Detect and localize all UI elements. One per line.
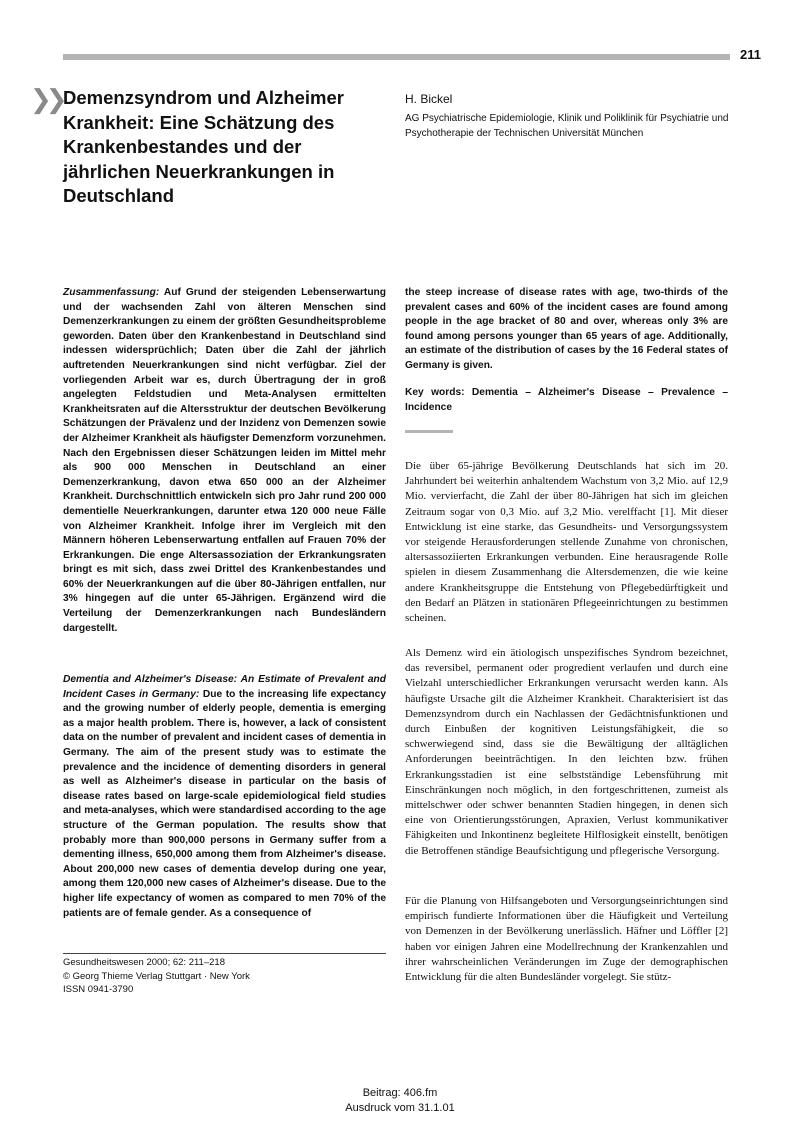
footnote-rule [63,953,386,954]
publication-info [63,956,250,997]
abstract-en-label: Dementia and Alzheimer's Disease: An Estimate of Prevalent and Incident Cases in Germany: [63,674,386,700]
page-number: 211 [740,47,761,62]
section-divider [405,430,453,433]
keywords [405,386,728,415]
beitrag-label: Beitrag: 406.fm [362,1087,438,1099]
print-info [0,1086,800,1116]
affiliation: AG Psychiatrische Epidemiologie, Klinik und Poliklinik für Psychiatrie und Psychotherapie der Technischen Universität München [405,113,729,139]
chevron-marker-icon: ❯❯ [30,84,62,114]
zusammenfassung-label: Zusammenfassung: [63,287,160,298]
body-text-2: Als Demenz wird ein ätiologisch unspezifisches Syndrom bezeichnet, das reversibel, permanent oder progredient verlaufen und durch eine Vielzahl unterschiedlicher Erkrankungen verursacht werden kann. Als häufigste Ursache gilt die Alzheimer Krankheit. Charakterisiert ist das Demenzsyndrom durch ein Nachlassen der Gedächtnisfunktionen und durch Einbußen der kognitiven Leistungsfähigkeit, die so schwerwiegend sind, dass sie die Bewältigung der alltäglichen Anforderungen beeinträchtigen. In den leichten bzw. frühen Erkrankungsstadien ist eine selbstständige Lebensführung mit Einschränkungen noch möglich, in den fortgeschrittenen, zumeist als mittelschwer oder schwer benannten Stadien hingegen, in denen sich eine von Orientierungsstörungen, Apraxien, Verlust kommunikativer Fähigkeiten und Inkontinenz begleitete Hilflosigkeit einstellt, benötigen die Betroffenen ständige Beaufsichtigung und pflegerische Versorgung. [405,647,728,857]
keywords-label: Key words: [405,387,465,398]
article-title: Demenzsyndrom und Alzheimer Krankheit: Eine Schätzung des Krankenbestandes und der jährlichen Neuerkrankungen in Deutschland [63,87,344,206]
publisher: © Georg Thieme Verlag Stuttgart · New York [63,970,250,982]
author: H. Bickel [405,92,453,106]
zusammenfassung-text: Auf Grund der steigenden Lebenserwartung und der wachsenden Zahl von älteren Menschen sind Demenzerkrankungen zu einem der größten Gesundheitsprobleme geworden. Daten über den Krankenbestand in Deutschland sind indessen widersprüchlich; Daten über die Zahl der jährlich auftretenden Neuerkrankungen sind nicht verfügbar. Ziel der vorliegenden Arbeit war es, durch Übertragung der in groß angelegten Feldstudien und Meta-Analysen ermittelten Krankheitsraten auf die Altersstruktur der deutschen Bevölkerung Schätzungen der Prävalenz und der Inzidenz von Demenzen sowie der Alzheimer Krankheit als häufigster Demenzform vorzunehmen. Nach den Ergebnissen dieser Schätzungen leiden im Mittel mehr als 900 000 Menschen in Deutschland an einer Demenzerkrankung, davon etwa 650 000 an der Alzheimer Krankheit. Durchschnittlich entwickeln sich pro Jahr rund 200 000 dementielle Neuerkrankungen, darunter etwa 120 000 neue Fälle von Alzheimer Krankheit. Infolge ihrer im Vergleich mit den Männern höheren Lebenserwartung entfallen auf Frauen 70% der Erkrankungen. Die enge Altersassoziation der Erkrankungsraten bringt es mit sich, dass zwei Drittel des Krankenbestandes und 60% der Neuerkrankungen auf die über 80-Jährigen entfallen, nur 3% hingegen auf die unter 65-Jährigen. Ergänzend wird die Verteilung der Demenzerkrankungen nach Bundesländern dargestellt. [63,287,386,634]
body-paragraph-3 [405,894,728,985]
keywords-text: Dementia – Alzheimer's Disease – Prevalence – Incidence [405,387,728,413]
zusammenfassung [63,286,386,636]
body-text-3: Für die Planung von Hilfsangeboten und Versorgungseinrichtungen sind empirisch fundierte Informationen über die Häufigkeit und Verteilung von Demenzen in der Bevölkerung unerlässlich. Häfner und Löffler [2] haben vor einigen Jahren eine Modellrechnung der Krankenzahlen und ihrer wahrscheinlichen Veränderungen im Zuge der demographischen Entwicklung für die alten Bundesländer vorgelegt. Sie stütz- [405,895,728,984]
abstract-en-continued-text: the steep increase of disease rates with age, two-thirds of the prevalent cases and 60% of the incident cases are found among people in the age bracket of 80 and over, whereas only 3% are found among persons younger than 65 years of age. Additionally, an estimate of the distribution of cases by the 16 Federal states of Germany is given. [405,287,728,371]
abstract-en [63,673,386,921]
ausdruck-label: Ausdruck vom 31.1.01 [345,1102,455,1114]
body-text-1: Die über 65-jährige Bevölkerung Deutschlands hat sich im 20. Jahrhundert bei weiterhin anhaltendem Wachstum von 3,2 Mio. auf 12,9 Mio. vervierfacht, die Zahl der über 80-Jährigen hat sich im gleichen Zeitraum sogar von 0,3 Mio. auf 3,2 Mio. verelffacht [1]. Mit dieser Entwicklung ist eine starke, das Gesundheits- und Versorgungssystem vor steigende Herausforderungen stellende Zunahme von chronischen, altersassoziierten Erkrankungen verbunden. Eine herausragende Rolle spielen in diesem Zusammenhang die Altersdemenzen, die wie keine andere Krankheitsgruppe die Entstehung von Pflegebedürftigkeit und den Bedarf an Plätzen in stationären Pflegeeinrichtungen zu bestimmen scheinen. [405,460,728,625]
abstract-en-continued [405,286,728,374]
body-paragraph-2 [405,646,728,859]
body-paragraph-1 [405,459,728,626]
abstract-en-text: Due to the increasing life expectancy and the growing number of elderly people, dementia is emerging as a major health problem. There is, however, a lack of consistent data on the number of prevalent and incident cases of dementia in Germany. The aim of the present study was to estimate the prevalence and the incidence of dementing disorders in general as well as Alzheimer's disease in particular on the basis of disease rates based on large-scale epidemiological field studies and meta-analyses, which were standardised according to the age structure of the German population. The results show that probably more than 900,000 persons in Germany suffer from a dementing illness, 650,000 among them from Alzheimer's disease. About 200,000 new cases of dementia develop during one year, among them 120,000 new cases of Alzheimer's disease. Due to the higher life expectancy of women as compared to men 70% of the patients are of female gender. As a consequence of [63,688,386,919]
journal-citation: Gesundheitswesen 2000; 62: 211–218 [63,957,225,968]
header-rule [63,54,730,60]
issn: ISSN 0941-3790 [63,984,134,995]
